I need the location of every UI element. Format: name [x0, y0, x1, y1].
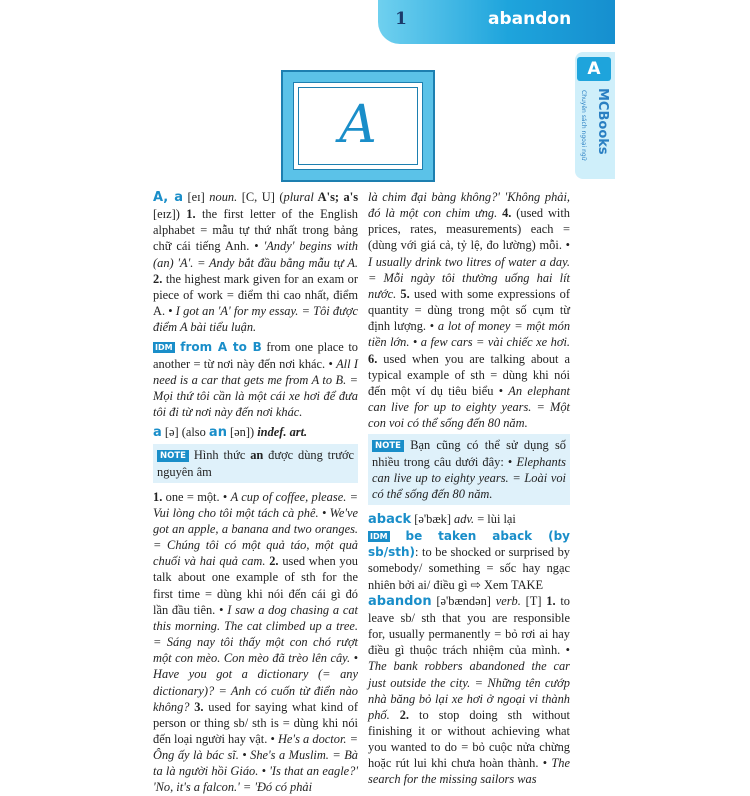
pronunciation: [eɪ] [183, 190, 210, 204]
left-column [153, 189, 358, 796]
grammar-info: [T] [520, 593, 547, 608]
part-of-speech: noun. [209, 190, 238, 204]
sense-example: I saw a dog chasing a cat this morning. The cat climbed up a tree. = Sáng nay tôi thấy một con chó rượt một con mèo. Con mèo đã trèo lên cây. • Have you got a dictionary (= any dictionary)? = Anh có cuốn từ điển nào không? [153, 602, 358, 714]
definition: = lùi lại [474, 511, 516, 526]
sense-definition: one = một. • [162, 489, 231, 504]
sense-definition: (used with prices, rates, measurements) each = (dùng với giá cả, tỷ lệ, đo lường) mỗi. • [368, 206, 571, 253]
idiom-tag: IDM [155, 343, 173, 353]
sense-number: 2. [265, 554, 279, 569]
article-senses-continued [368, 189, 570, 431]
part-of-speech: verb. [495, 593, 521, 608]
sense-definition: to leave sb/ sth that you are responsible for, usually permanently = bỏ rơi ai hay điều gì thuộc trách nhiệm của mình. • [368, 593, 570, 658]
sense-number: 1. [546, 593, 556, 608]
plural-pronunciation: [eɪz]) [153, 207, 187, 222]
sense-number: 1. [186, 207, 196, 222]
sense-number: 2. [153, 271, 163, 286]
sense-number: 5. [396, 286, 410, 301]
note-box [153, 444, 358, 482]
sense-number: 1. [153, 489, 163, 504]
pronunciation: [ə'bæk] [411, 511, 455, 526]
sense-definition: used with some expressions of quantity = dùng trong một số cụm từ định lượng. • [368, 286, 570, 334]
sense-example: The bank robbers abandoned the car just outside the city. = Những tên cướp nhà băng bỏ lại xe hơi ở ngoại vi thành phố. [368, 659, 570, 722]
part-of-speech: adv. [454, 511, 475, 526]
letter-frame-inner [293, 82, 423, 170]
idiom-definition: from one place to another = từ nơi này đến nơi khác. • [153, 340, 358, 371]
note-tag: NOTE [372, 440, 404, 452]
sense-number: 4. [497, 206, 512, 221]
sense-definition: the highest mark given for an exam or piece of work = điểm thi cao nhất, điểm A. • [153, 271, 358, 319]
grammar-info: [C, U] ( [237, 190, 284, 204]
idiom-from-a-to-b [153, 339, 358, 420]
idiom-example: All I need is a car that gets me from A to B. = Mọi thứ tôi cần là một cái xe hơi để đưa tôi đi từ nơi này đến nơi khác. [153, 356, 358, 420]
idiom-phrase: from A to B [174, 340, 262, 355]
page-number: 1 [395, 9, 407, 29]
idiom-tag: IDM [370, 532, 388, 542]
section-letter: A [339, 95, 377, 155]
sense-definition: the first letter of the English alphabet = mẫu tự thứ nhất trong bảng chữ cái tiếng Anh. • [153, 207, 358, 254]
idiom-phrase: be taken aback (by sb/sth) [368, 529, 570, 560]
note-text: Bạn cũng có thể sử dụng số nhiều trong câu dưới đây: • [372, 438, 566, 469]
headword: A, a [153, 190, 183, 205]
sense-example: A cup of coffee, please. = Vui lòng cho tôi một tách cà phê. • We've got an apple, a banana and two oranges. = Chúng tôi có một quả táo, một quả chuối và hai quả cam. [153, 489, 358, 569]
sense-definition: used when you are talking about a typical example of sth = dùng khi nói đến một ví dụ tiêu biểu • [368, 351, 570, 398]
note-text: Hình thức [188, 448, 251, 463]
pronunciation: [ən]) [226, 425, 258, 440]
sense-number: 3. [189, 699, 204, 714]
headword: abandon [368, 593, 432, 609]
side-tab-letter: A [577, 57, 611, 81]
headword: aback [368, 511, 412, 527]
sense-example: The search for the missing sailors was [368, 756, 570, 787]
headword-variant: an [208, 425, 227, 441]
plural-forms: A's; a's [313, 190, 359, 204]
brand-tagline: Chuyên sách ngoại ngữ [580, 90, 587, 161]
pronunciation: [ə] (also [161, 425, 209, 440]
running-head: abandon [488, 9, 572, 29]
note-example: Elephants can live up to eighty years. = Loài voi có thể sống đến 80 năm. [372, 454, 566, 501]
note-tag: NOTE [157, 450, 189, 462]
sense-number: 6. [368, 351, 378, 366]
headword: a [153, 425, 162, 441]
entry-a-article [153, 424, 358, 441]
sense-example: I usually drink two litres of water a day. = Mỗi ngày tôi thường uống hai lít nước. [368, 254, 570, 301]
brand-logo: MCBooks [595, 88, 610, 155]
entry-a [153, 189, 358, 335]
letter-frame [281, 70, 435, 182]
sense-example: An elephant can live for up to eighty years. = Một con voi có thể sống đến 80 năm. [368, 383, 570, 431]
idiom-taken-aback [368, 528, 570, 593]
right-column [368, 189, 570, 788]
plural-label: plural [283, 190, 314, 204]
sense-example: I got an 'A' for my essay. = Tôi được điểm A bài tiểu luận. [153, 304, 358, 335]
sense-definition: used when you talk about one example of sth for the first time = dùng khi nói đến cái gì đó lần đầu tiên. • [153, 554, 358, 617]
pronunciation: [ə'bændən] [431, 593, 496, 608]
sense-example: là chim đại bàng không?' 'Không phải, đó là một con chim ưng. [368, 190, 570, 221]
idiom-definition: : to be shocked or surprised by somebody/ something = sốc hay ngạc nhiên bởi ai/ điều gì ⇨ Xem TAKE [368, 545, 570, 592]
note-box [368, 434, 570, 505]
sense-definition: to stop doing sth without finishing it or without achieving what you wanted to do = bỏ cuộc nửa chừng hoặc rút lui khi chưa hoàn thành. • [368, 707, 571, 771]
entry-aback [368, 511, 570, 528]
sense-number: 2. [389, 707, 410, 722]
note-text-bold: an [250, 448, 264, 463]
note-text: được dùng trước nguyên âm [157, 448, 354, 479]
entry-abandon [368, 593, 570, 788]
part-of-speech: indef. art. [257, 425, 308, 440]
sense-example: He's a doctor. = Ông ấy là bác sĩ. • She's a Muslim. = Bà ta là người hồi Giáo. • 'Is that an eagle?' 'No, it's a falcon.' = 'Đó có phải [153, 732, 359, 795]
sense-example: a lot of money = một món tiền lớn. • a few cars = vài chiếc xe hơi. [368, 319, 571, 350]
sense-example: 'Andy' begins with (an) 'A'. = Andy bắt đầu bằng mẫu tự A. [153, 239, 358, 270]
sense-definition: used for saying what kind of person or thing sb/ sth is = dùng khi nói đến loại người hay vật. • [153, 699, 358, 746]
